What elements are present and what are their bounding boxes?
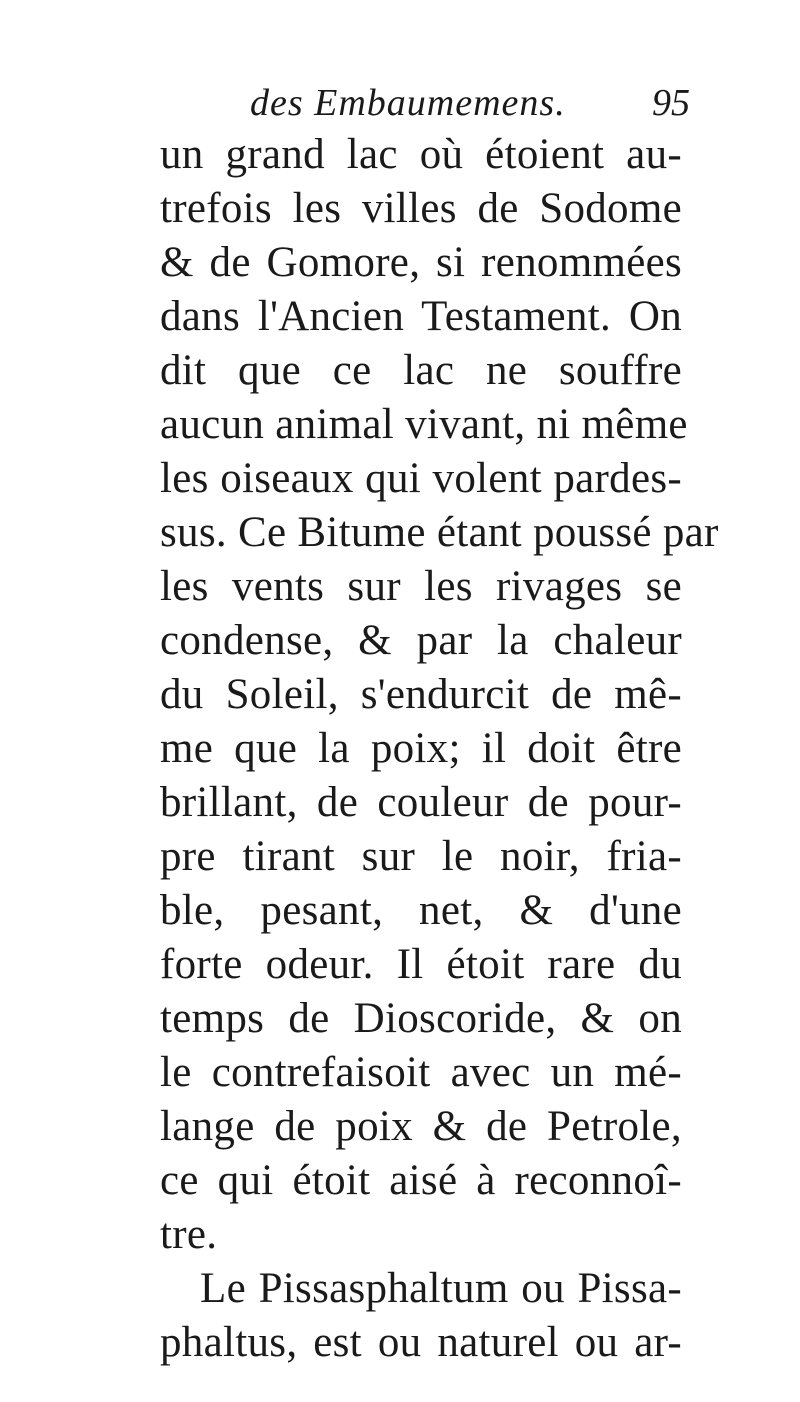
paragraph	[160, 128, 719, 1262]
text-line: les oiseaux qui volent pardes-	[160, 455, 682, 502]
text-line: condense, & par la chaleur	[160, 617, 682, 664]
text-line: dans l'Ancien Testament. On	[160, 293, 682, 340]
text-line: les vents sur les rivages se	[160, 563, 682, 610]
text-line: trefois les villes de Sodome	[160, 185, 682, 232]
text-line: phaltus, est ou naturel ou ar-	[160, 1319, 682, 1366]
text-line: le contrefaisoit avec un mé-	[160, 1049, 682, 1096]
text-line: brillant, de couleur de pour-	[160, 779, 682, 826]
running-head-title: des Embaumemens.	[250, 82, 566, 124]
text-line: sus. Ce Bitume étant poussé par	[160, 509, 719, 556]
text-line: temps de Dioscoride, & on	[160, 995, 682, 1042]
running-head	[250, 78, 690, 128]
text-line: ble, pesant, net, & d'une	[160, 887, 682, 934]
text-line: me que la poix; il doit être	[160, 725, 682, 772]
text-line: ce qui étoit aisé à reconnoî-	[160, 1157, 682, 1204]
paragraph	[160, 1262, 682, 1370]
body-text	[160, 128, 719, 1370]
text-line: forte odeur. Il étoit rare du	[160, 941, 682, 988]
text-line: Le Pissasphaltum ou Pissa-	[200, 1265, 682, 1312]
text-line: lange de poix & de Petrole,	[160, 1103, 682, 1150]
text-line: aucun animal vivant, ni même	[160, 401, 688, 448]
text-line: du Soleil, s'endurcit de mê-	[160, 671, 682, 718]
text-line: dit que ce lac ne souffre	[160, 347, 682, 394]
text-line: pre tirant sur le noir, fria-	[160, 833, 682, 880]
text-line: un grand lac où étoient au-	[160, 131, 682, 178]
page-number: 95	[652, 82, 690, 124]
text-line: tre.	[160, 1211, 218, 1258]
text-line: & de Gomore, si renommées	[160, 239, 682, 286]
